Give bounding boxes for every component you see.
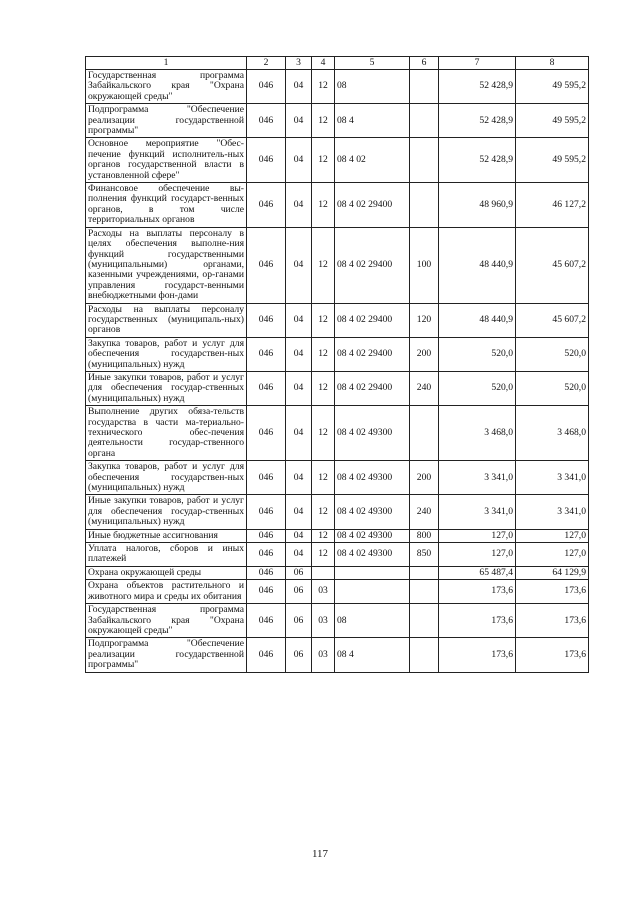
expense-name-cell: Основное мероприятие "Обес-печение функций исполнитель-ных органов государственной власти в установленной сфере" (86, 138, 247, 183)
amount-year1-cell: 127,0 (439, 529, 516, 542)
section-code-cell: 04 (286, 303, 312, 337)
target-article-cell: 08 (335, 70, 410, 104)
section-code-cell: 04 (286, 495, 312, 529)
ministry-code-cell: 046 (247, 543, 286, 567)
amount-year1-cell: 127,0 (439, 543, 516, 567)
amount-year1-cell: 520,0 (439, 337, 516, 371)
expense-type-cell (410, 566, 439, 579)
section-code-cell: 04 (286, 529, 312, 542)
target-article-cell: 08 4 02 49300 (335, 495, 410, 529)
section-code-cell: 04 (286, 406, 312, 461)
ministry-code-cell: 046 (247, 461, 286, 495)
amount-year1-cell: 173,6 (439, 604, 516, 638)
expense-type-cell: 100 (410, 227, 439, 303)
amount-year2-cell: 127,0 (516, 543, 589, 567)
section-code-cell: 04 (286, 138, 312, 183)
amount-year1-cell: 520,0 (439, 371, 516, 405)
target-article-cell: 08 4 02 29400 (335, 303, 410, 337)
section-code-cell: 06 (286, 580, 312, 604)
section-code-cell: 04 (286, 183, 312, 228)
subsection-code-cell: 12 (312, 104, 335, 138)
table-row (86, 543, 589, 567)
target-article-cell: 08 4 02 29400 (335, 227, 410, 303)
expense-name-cell: Выполнение других обяза-тельств государства в части ма-териально-технического обес-печения деятельности государ-ственного органа (86, 406, 247, 461)
table-row (86, 303, 589, 337)
target-article-cell: 08 4 (335, 638, 410, 672)
amount-year1-cell: 173,6 (439, 580, 516, 604)
table-row (86, 227, 589, 303)
target-article-cell: 08 4 02 49300 (335, 543, 410, 567)
target-article-cell: 08 4 02 29400 (335, 337, 410, 371)
ministry-code-cell: 046 (247, 406, 286, 461)
expense-type-cell: 200 (410, 461, 439, 495)
header-cell: 2 (247, 57, 286, 70)
amount-year2-cell: 520,0 (516, 337, 589, 371)
amount-year2-cell: 49 595,2 (516, 138, 589, 183)
target-article-cell: 08 4 02 29400 (335, 183, 410, 228)
ministry-code-cell: 046 (247, 104, 286, 138)
subsection-code-cell: 12 (312, 495, 335, 529)
expense-name-cell: Охрана окружающей среды (86, 566, 247, 579)
expense-type-cell: 200 (410, 337, 439, 371)
table-row (86, 529, 589, 542)
expense-type-cell: 850 (410, 543, 439, 567)
table-row (86, 337, 589, 371)
amount-year1-cell: 65 487,4 (439, 566, 516, 579)
amount-year1-cell: 48 440,9 (439, 227, 516, 303)
ministry-code-cell: 046 (247, 183, 286, 228)
section-code-cell: 04 (286, 337, 312, 371)
ministry-code-cell: 046 (247, 337, 286, 371)
expense-type-cell (410, 638, 439, 672)
table-row (86, 138, 589, 183)
target-article-cell: 08 4 02 29400 (335, 371, 410, 405)
expense-name-cell: Уплата налогов, сборов и иных платежей (86, 543, 247, 567)
expense-type-cell (410, 138, 439, 183)
amount-year1-cell: 52 428,9 (439, 104, 516, 138)
header-row (86, 57, 589, 70)
amount-year2-cell: 3 341,0 (516, 461, 589, 495)
header-cell: 6 (410, 57, 439, 70)
expense-name-cell: Иные закупки товаров, работ и услуг для обеспечения государ-ственных (муниципальных) нужд (86, 495, 247, 529)
subsection-code-cell: 03 (312, 580, 335, 604)
subsection-code-cell: 12 (312, 70, 335, 104)
amount-year1-cell: 3 341,0 (439, 461, 516, 495)
header-cell: 1 (86, 57, 247, 70)
amount-year1-cell: 48 960,9 (439, 183, 516, 228)
section-code-cell: 04 (286, 371, 312, 405)
ministry-code-cell: 046 (247, 580, 286, 604)
expense-name-cell: Охрана объектов растительного и животного мира и среды их обитания (86, 580, 247, 604)
header-cell: 4 (312, 57, 335, 70)
target-article-cell: 08 4 02 49300 (335, 529, 410, 542)
subsection-code-cell: 03 (312, 638, 335, 672)
table-row (86, 461, 589, 495)
amount-year2-cell: 173,6 (516, 638, 589, 672)
section-code-cell: 04 (286, 543, 312, 567)
expense-type-cell (410, 104, 439, 138)
section-code-cell: 04 (286, 70, 312, 104)
section-code-cell: 04 (286, 104, 312, 138)
subsection-code-cell: 12 (312, 183, 335, 228)
ministry-code-cell: 046 (247, 604, 286, 638)
expense-type-cell (410, 406, 439, 461)
header-cell: 5 (335, 57, 410, 70)
ministry-code-cell: 046 (247, 227, 286, 303)
budget-table (85, 56, 589, 673)
amount-year1-cell: 173,6 (439, 638, 516, 672)
expense-type-cell: 240 (410, 495, 439, 529)
expense-name-cell: Закупка товаров, работ и услуг для обеспечения государствен-ных (муниципальных) нужд (86, 461, 247, 495)
ministry-code-cell: 046 (247, 371, 286, 405)
amount-year2-cell: 3 341,0 (516, 495, 589, 529)
table-row (86, 566, 589, 579)
expense-name-cell: Расходы на выплаты персоналу в целях обеспечения выполне-ния функций государственными (муниципальными) органами, казенными учреждениями, ор-ганами управления государст-венными внебюджетными фон-дами (86, 227, 247, 303)
expense-name-cell: Подпрограмма "Обеспечение реализации государственной программы" (86, 638, 247, 672)
amount-year1-cell: 3 341,0 (439, 495, 516, 529)
amount-year2-cell: 45 607,2 (516, 227, 589, 303)
table-row (86, 104, 589, 138)
amount-year1-cell: 52 428,9 (439, 138, 516, 183)
header-cell: 3 (286, 57, 312, 70)
table-row (86, 70, 589, 104)
expense-name-cell: Расходы на выплаты персоналу государственных (муниципаль-ных) органов (86, 303, 247, 337)
section-code-cell: 06 (286, 566, 312, 579)
expense-type-cell (410, 183, 439, 228)
amount-year2-cell: 127,0 (516, 529, 589, 542)
target-article-cell (335, 566, 410, 579)
subsection-code-cell: 12 (312, 337, 335, 371)
target-article-cell (335, 580, 410, 604)
table-row (86, 604, 589, 638)
subsection-code-cell: 12 (312, 543, 335, 567)
header-cell: 7 (439, 57, 516, 70)
amount-year2-cell: 173,6 (516, 580, 589, 604)
expense-type-cell: 240 (410, 371, 439, 405)
amount-year2-cell: 64 129,9 (516, 566, 589, 579)
expense-type-cell: 120 (410, 303, 439, 337)
section-code-cell: 04 (286, 461, 312, 495)
budget-table-container (85, 56, 588, 673)
section-code-cell: 04 (286, 227, 312, 303)
expense-name-cell: Государственная программа Забайкальского края "Охрана окружающей среды" (86, 604, 247, 638)
subsection-code-cell: 12 (312, 227, 335, 303)
ministry-code-cell: 046 (247, 70, 286, 104)
amount-year2-cell: 3 468,0 (516, 406, 589, 461)
amount-year1-cell: 3 468,0 (439, 406, 516, 461)
header-cell: 8 (516, 57, 589, 70)
section-code-cell: 06 (286, 604, 312, 638)
subsection-code-cell: 12 (312, 303, 335, 337)
ministry-code-cell: 046 (247, 566, 286, 579)
expense-name-cell: Закупка товаров, работ и услуг для обеспечения государствен-ных (муниципальных) нужд (86, 337, 247, 371)
table-row (86, 495, 589, 529)
amount-year1-cell: 48 440,9 (439, 303, 516, 337)
target-article-cell: 08 4 02 (335, 138, 410, 183)
subsection-code-cell: 12 (312, 138, 335, 183)
subsection-code-cell: 12 (312, 529, 335, 542)
subsection-code-cell: 03 (312, 604, 335, 638)
target-article-cell: 08 4 (335, 104, 410, 138)
expense-type-cell (410, 70, 439, 104)
amount-year2-cell: 45 607,2 (516, 303, 589, 337)
subsection-code-cell: 12 (312, 371, 335, 405)
amount-year2-cell: 520,0 (516, 371, 589, 405)
table-row (86, 580, 589, 604)
ministry-code-cell: 046 (247, 138, 286, 183)
ministry-code-cell: 046 (247, 638, 286, 672)
target-article-cell: 08 4 02 49300 (335, 406, 410, 461)
page-number: 117 (311, 848, 329, 860)
subsection-code-cell: 12 (312, 461, 335, 495)
expense-type-cell (410, 580, 439, 604)
expense-type-cell (410, 604, 439, 638)
amount-year1-cell: 52 428,9 (439, 70, 516, 104)
section-code-cell: 06 (286, 638, 312, 672)
expense-name-cell: Финансовое обеспечение вы-полнения функций государст-венных органов, в том числе территориальных органов (86, 183, 247, 228)
table-row (86, 371, 589, 405)
amount-year2-cell: 173,6 (516, 604, 589, 638)
expense-name-cell: Подпрограмма "Обеспечение реализации государственной программы" (86, 104, 247, 138)
ministry-code-cell: 046 (247, 495, 286, 529)
table-row (86, 638, 589, 672)
expense-type-cell: 800 (410, 529, 439, 542)
amount-year2-cell: 49 595,2 (516, 104, 589, 138)
expense-name-cell: Государственная программа Забайкальского края "Охрана окружающей среды" (86, 70, 247, 104)
subsection-code-cell: 12 (312, 406, 335, 461)
target-article-cell: 08 (335, 604, 410, 638)
amount-year2-cell: 49 595,2 (516, 70, 589, 104)
ministry-code-cell: 046 (247, 303, 286, 337)
table-row (86, 183, 589, 228)
table-row (86, 406, 589, 461)
subsection-code-cell (312, 566, 335, 579)
ministry-code-cell: 046 (247, 529, 286, 542)
expense-name-cell: Иные закупки товаров, работ и услуг для обеспечения государ-ственных (муниципальных) нужд (86, 371, 247, 405)
target-article-cell: 08 4 02 49300 (335, 461, 410, 495)
amount-year2-cell: 46 127,2 (516, 183, 589, 228)
expense-name-cell: Иные бюджетные ассигнования (86, 529, 247, 542)
